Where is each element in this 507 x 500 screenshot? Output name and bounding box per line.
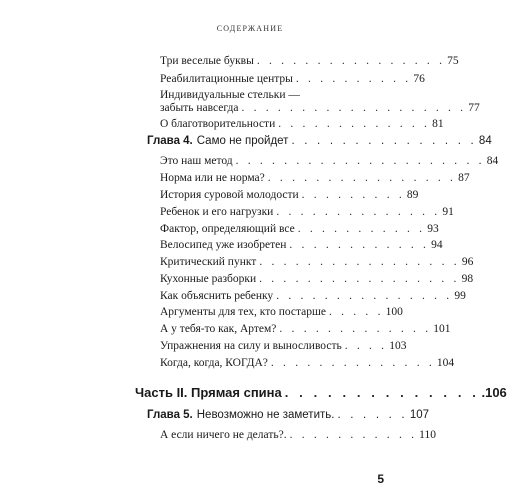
toc-entry-title: О благотворительности: [160, 118, 276, 130]
toc-page-number: 77: [468, 102, 480, 114]
toc-entry: [160, 323, 451, 335]
toc-leader: . . . . . . . . . . . . . . . .: [267, 172, 457, 184]
toc-entry: [160, 306, 403, 318]
toc-page-number: 93: [427, 223, 439, 235]
toc-leader: . . . . . . . . . . . . .: [279, 323, 432, 335]
toc-entry-title: Велосипед уже изобретен: [160, 239, 287, 251]
toc-entry: [160, 206, 454, 218]
toc-page-number: 96: [461, 256, 474, 268]
toc-entry-title: Как объяснить ребенку: [160, 290, 274, 302]
toc-leader: . . . . . . . . . . . . . . . . . . .: [241, 102, 467, 114]
toc-entry-title: Упражнения на силу и выносливость: [160, 340, 342, 352]
toc-entry-title-line1: Индивидуальные стельки —: [160, 89, 300, 101]
toc-entry-title: А у тебя-то как, Артем?: [160, 323, 277, 335]
toc-entry: [160, 102, 480, 114]
toc-leader: . . . . . . . . . . . . . .: [270, 357, 435, 369]
toc-entry-title: Критический пункт: [160, 256, 257, 268]
toc-entry-title-line2: забыть навсегда: [160, 102, 239, 114]
toc-entry: [160, 118, 444, 130]
toc-entry: [160, 239, 443, 251]
toc-leader: . . . . . . . . . . . . . . . .: [256, 55, 446, 67]
toc-page-number: 87: [458, 172, 470, 184]
toc-chapter-entry: [147, 135, 492, 147]
toc-chapter-entry: [147, 409, 429, 421]
toc-leader: . . . . . . . . . . .: [297, 223, 426, 235]
chapter-title: Невозможно не заметить.: [196, 409, 335, 421]
toc-leader: . . . . . . . . . . . . . . .: [276, 290, 453, 302]
toc-leader: . . . . . . . . . . . . . . . . .: [259, 256, 460, 268]
toc-page-number: 104: [436, 357, 455, 369]
chapter-label: Глава 5.: [147, 409, 193, 421]
toc-entry: [160, 340, 407, 352]
toc-entry-title: Три веселые буквы: [160, 55, 254, 67]
toc-page-number: 100: [385, 306, 403, 318]
toc-page-number: 107: [409, 409, 429, 421]
toc-entry-title: А если ничего не делать?.: [160, 429, 287, 441]
toc-entry-title: Ребенок и его нагрузки: [160, 206, 274, 218]
toc-entry: [160, 429, 436, 441]
toc-page-number: 75: [447, 55, 459, 67]
toc-entry-title: Аргументы для тех, кто постарше: [160, 306, 326, 318]
toc-entry-title: Реабилитационные центры: [160, 73, 293, 85]
toc-page-number: 98: [461, 273, 474, 285]
toc-page-number: 101: [433, 323, 451, 335]
toc-entry: [160, 155, 499, 167]
toc-page-number: 89: [406, 189, 419, 201]
toc-entry: [160, 357, 455, 369]
toc-page-number: 103: [389, 340, 407, 352]
toc-leader: . . . . .: [328, 306, 384, 318]
toc-part-entry: [135, 385, 507, 400]
toc-leader: . . . .: [344, 340, 388, 352]
toc-entry-title: История суровой молодости: [160, 189, 299, 201]
toc-entry: [160, 273, 474, 285]
toc-leader: . . . . . . . . . . .: [289, 429, 418, 441]
page-number: 5: [377, 472, 384, 486]
toc-entry: [160, 223, 439, 235]
toc-entry: [160, 55, 459, 67]
toc-entry-title: Это наш метод: [160, 155, 233, 167]
toc-leader: . . . . . .: [337, 409, 408, 421]
toc-leader: . . . . . . . . . . . . . .: [284, 385, 480, 400]
toc-page-number: 110: [419, 429, 436, 441]
chapter-title: Само не пройдет: [196, 135, 289, 147]
chapter-label: Глава 4.: [147, 135, 193, 147]
toc-page-number: 76: [413, 73, 425, 85]
toc-page-number: 84: [478, 135, 492, 147]
toc-entry-title: Кухонные разборки: [160, 273, 257, 285]
toc-leader: . . . . . . . . . . . . . . . . . . . . .: [235, 155, 485, 167]
toc-entry: [160, 256, 474, 268]
toc-leader: . . . . . . . . . . . . . .: [276, 206, 441, 218]
toc-leader: . . . . . . . . . . . .: [289, 239, 430, 251]
toc-entry: [160, 73, 425, 85]
toc-entry-title: Норма или не норма?: [160, 172, 265, 184]
toc-leader: . . . . . . . . . . . . . . .: [291, 135, 477, 147]
toc-leader: . . . . . . . . .: [301, 189, 405, 201]
toc-leader: . . . . . . . . . .: [295, 73, 412, 85]
toc-leader: . . . . . . . . . . . . .: [278, 118, 431, 130]
toc-page-number: 94: [431, 239, 443, 251]
toc-page-number: 91: [442, 206, 454, 218]
toc-leader: . . . . . . . . . . . . . . . . .: [259, 273, 460, 285]
toc-entry: [160, 290, 466, 302]
toc-page-number: 81: [432, 118, 444, 130]
running-header: СОДЕРЖАНИЕ: [216, 24, 284, 33]
toc-entry: [160, 172, 470, 184]
toc-entry-title: Фактор, определяющий все: [160, 223, 295, 235]
toc-entry-title: Когда, когда, КОГДА?: [160, 357, 268, 369]
toc-page-number: .106: [481, 385, 507, 400]
part-title: Часть II. Прямая спина: [135, 385, 282, 400]
toc-page-number: 84: [486, 155, 499, 167]
toc-entry: [160, 189, 419, 201]
toc-page-number: 99: [454, 290, 466, 302]
